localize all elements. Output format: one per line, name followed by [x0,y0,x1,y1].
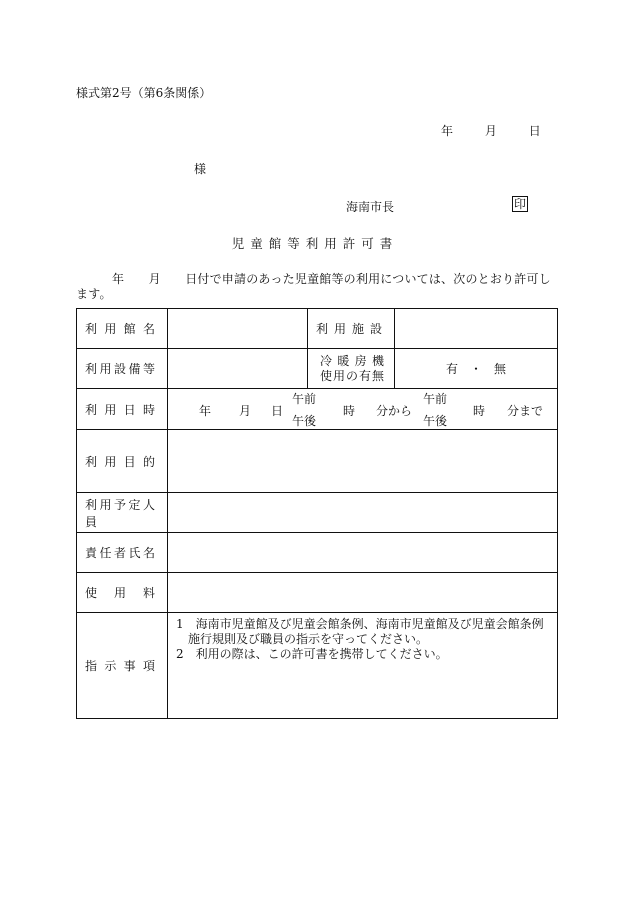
date-month: 月 [484,124,497,138]
fee-value [168,573,558,613]
instructions-label: 指示事項 [77,613,168,719]
dt-month: 月 [239,404,252,418]
facility-label: 利用館名 [77,309,168,349]
end-minute: 分まで [507,404,544,418]
ac-label-line1: 冷暖房機 [320,353,384,368]
start-am: 午前 [292,392,317,406]
fee-label: 使用料 [77,573,168,613]
facility-value [168,309,308,349]
room-label: 利用施設 [308,309,395,349]
end-pm: 午後 [423,414,448,428]
people-label: 利用予定人員 [77,493,168,533]
document-title: 児童館等利用許可書 [231,236,399,251]
end-hour: 時 [473,404,486,418]
addressee: 様 [194,162,207,176]
people-value [168,493,558,533]
dt-year: 年 [199,404,212,418]
issue-date [441,122,541,139]
purpose-value [168,430,558,493]
start-minute: 分から [376,404,413,418]
form-number: 様式第2号（第6条関係） [76,86,212,100]
start-hour: 時 [343,404,356,418]
instructions-value [168,613,558,719]
equipment-label: 利用設備等 [77,349,168,389]
date-day: 日 [528,124,541,138]
start-pm: 午後 [292,414,317,428]
seal-mark: 印 [514,197,527,211]
dt-day: 日 [271,404,284,418]
end-am: 午前 [423,392,448,406]
datetime-value [168,389,558,430]
instruction-item-2: 2 利用の際は、この許可書を携帯してください。 [176,647,448,661]
ac-label [308,349,395,389]
ac-label-line2: 使用の有無 [320,368,384,383]
purpose-label: 利用目的 [77,430,168,493]
room-value [395,309,558,349]
ac-value: 有 ・ 無 [395,349,558,389]
permission-text: 年 月 日付で申請のあった児童館等の利用については、次のとおり許可します。 [76,272,551,301]
issuer-name: 海南市長 [346,200,395,214]
permit-table [76,308,558,719]
instruction-item-1: 1 海南市児童館及び児童会館条例、海南市児童館及び児童会館条例施行規則及び職員の指示を守ってください。 [176,617,544,646]
equipment-value [168,349,308,389]
responsible-value [168,533,558,573]
permission-statement [76,272,556,302]
responsible-label: 責任者氏名 [77,533,168,573]
date-year: 年 [441,124,454,138]
datetime-label: 利用日時 [77,389,168,430]
